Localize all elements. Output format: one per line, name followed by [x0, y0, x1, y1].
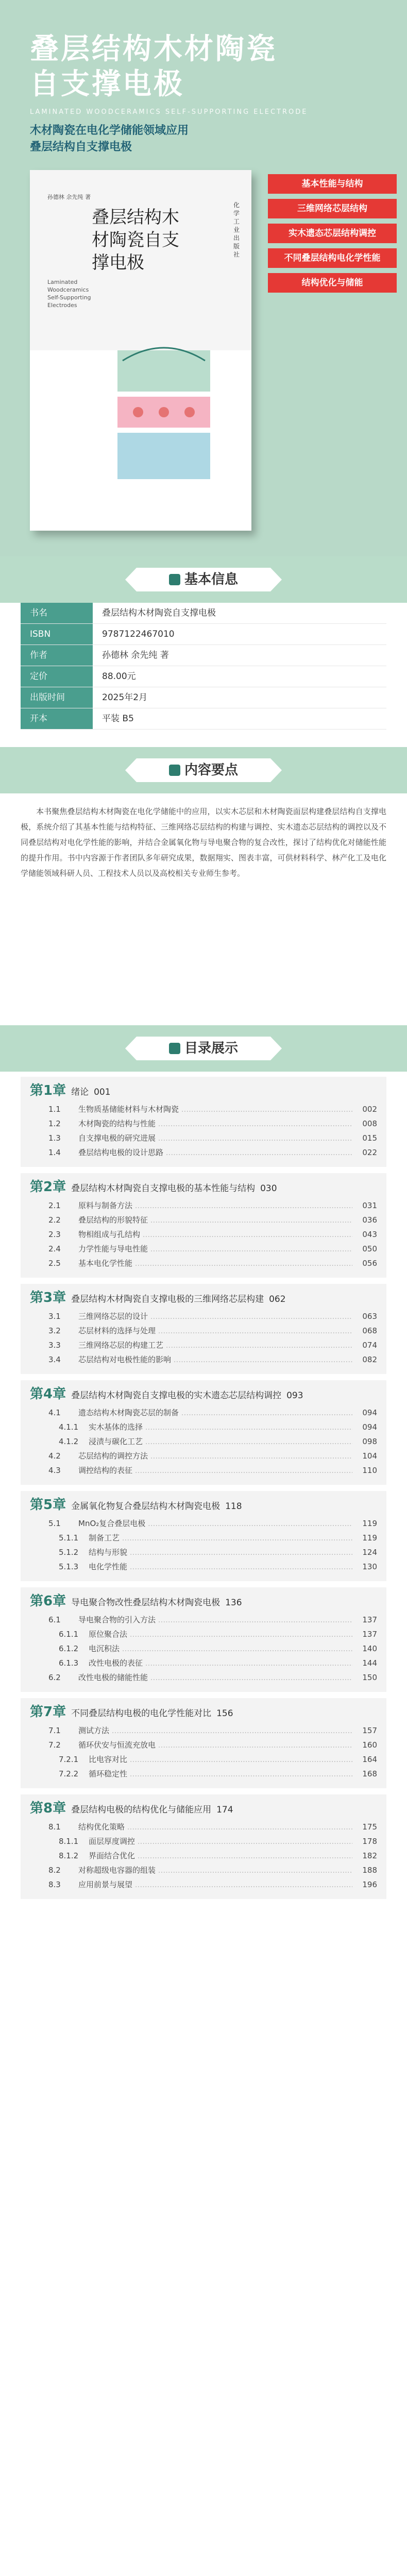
hero-title-line1: 叠层结构木材陶瓷	[30, 32, 277, 66]
toc-entry-title: 结构优化策略 .....	[78, 1820, 352, 1834]
toc-entry-title: 浸渍与碳化工艺 .....	[89, 1434, 352, 1449]
toc-entry-title: 制备工艺 .....	[89, 1531, 352, 1545]
toc-chapter-name: 绪论	[71, 1087, 89, 1097]
toc-entry-title: 循环稳定性 .....	[89, 1767, 352, 1781]
toc-entry	[30, 1656, 377, 1670]
feature-badge: 基本性能与结构	[268, 174, 397, 194]
toc-entry-num: 4.1.2	[59, 1437, 79, 1446]
toc-entry	[30, 1449, 377, 1463]
toc-entry-title: 自支撑电极的研究进展 .....	[78, 1131, 352, 1145]
toc-entry-page: 110	[362, 1466, 377, 1475]
toc-entry-title: MnO₂复合叠层电极 .....	[78, 1516, 352, 1531]
section-title: 基本信息	[184, 572, 238, 587]
toc-entry	[30, 1670, 377, 1685]
toc-chapter-number: 第4章	[30, 1386, 66, 1402]
toc-entry-num: 3.3	[48, 1341, 61, 1350]
toc-entry-page: 124	[362, 1548, 377, 1557]
toc-entry-page: 050	[362, 1244, 377, 1253]
toc-entry	[30, 1309, 377, 1324]
cover-title-line1: 叠层结构木	[92, 207, 179, 228]
toc-entry-title: 调控结构的表征 .....	[78, 1463, 352, 1478]
section-title-wrap	[137, 758, 270, 782]
toc-entry-page: 150	[362, 1673, 377, 1682]
hero-title-line2: 自支撑电极	[30, 67, 184, 101]
hero-subtitle-line2: 叠层结构自支撑电极	[30, 141, 132, 154]
toc-entry-page: 056	[362, 1259, 377, 1268]
toc-entry-page: 068	[362, 1326, 377, 1335]
content-summary: 本书聚焦叠层结构木材陶瓷在电化学储能中的应用，以实木芯层和木材陶瓷面层构建叠层结构自支撑电极，系统介绍了其基本性能与结构特征、三维网络芯层结构的构建与调控、实木遗态芯层结构的调控以及不同叠层结构对电化学性能的影响，并结合金属氧化物与导电聚合物的复合改性，探讨了结构优化对储能性能的提升作用。书中内容源于作者团队多年研究成果，数据翔实、图表丰富，可供材料科学、林产化工及电化学储能领域科研人员、工程技术人员以及高校相关专业师生参考。	[21, 807, 386, 878]
toc-chapter-name: 叠层结构电极的结构优化与储能应用	[71, 1805, 212, 1815]
info-row	[21, 666, 386, 687]
toc-entry-page: 144	[362, 1658, 377, 1668]
info-key: 出版时间	[21, 687, 93, 708]
toc-entry-num: 8.1	[48, 1822, 61, 1832]
cover-illustration	[107, 330, 221, 500]
section-title-wrap	[137, 1037, 270, 1060]
info-value: 9787122467010	[102, 629, 175, 639]
toc-entry	[30, 1641, 377, 1656]
toc-entry-title: 对称超级电容器的组装 .....	[78, 1863, 352, 1877]
toc-entry-num: 8.1.1	[59, 1837, 79, 1846]
toc-chapter-number: 第7章	[30, 1704, 66, 1720]
toc-entry	[30, 1213, 377, 1227]
toc-entry-num: 3.2	[48, 1326, 61, 1335]
document-icon	[169, 765, 180, 776]
toc-entry-title: 力学性能与导电性能 .....	[78, 1242, 352, 1256]
section-header-basic-info	[0, 556, 407, 603]
toc-entry-num: 5.1.1	[59, 1533, 79, 1543]
toc-entry-title: 生物质基储能材料与木材陶瓷 .....	[78, 1102, 352, 1116]
toc-entry-num: 7.2.1	[59, 1755, 79, 1764]
toc-entry-title: 改性电极的表征 .....	[89, 1656, 352, 1670]
toc-entry-num: 4.1	[48, 1408, 61, 1417]
toc-entry-num: 6.2	[48, 1673, 61, 1682]
toc-entry	[30, 1145, 377, 1160]
toc-entry-page: 196	[362, 1880, 377, 1889]
toc-entry-title: 木材陶瓷的结构与性能 .....	[78, 1116, 352, 1131]
toc-chapter-name: 导电聚合物改性叠层结构木材陶瓷电极	[71, 1598, 221, 1608]
toc-chapter-page: 118	[225, 1501, 242, 1512]
list-icon	[169, 1043, 180, 1054]
toc-chapter-title	[30, 1594, 377, 1611]
toc-entry-num: 4.1.1	[59, 1422, 79, 1432]
toc-entry-title: 原位聚合法 .....	[89, 1627, 352, 1641]
feature-badge: 不同叠层结构电化学性能	[268, 248, 397, 268]
toc-entry-page: 104	[362, 1451, 377, 1461]
toc-entry-page: 188	[362, 1866, 377, 1875]
toc-entry-title: 循环伏安与恒流充放电 .....	[78, 1738, 352, 1752]
info-row	[21, 624, 386, 645]
toc-chapter	[21, 1698, 386, 1788]
toc-entry-page: 063	[362, 1312, 377, 1321]
toc-entry-title: 基本电化学性能 .....	[78, 1256, 352, 1270]
section-title-wrap	[137, 568, 270, 591]
toc-entry	[30, 1545, 377, 1560]
toc-entry	[30, 1116, 377, 1131]
toc-chapter-number: 第1章	[30, 1083, 66, 1098]
toc-entry-num: 4.2	[48, 1451, 61, 1461]
toc-entry-num: 7.2.2	[59, 1769, 79, 1778]
toc-entry-page: 157	[362, 1726, 377, 1735]
toc-entry-num: 8.1.2	[59, 1851, 79, 1860]
toc-entry-page: 119	[362, 1533, 377, 1543]
toc-chapter-page: 174	[216, 1805, 233, 1815]
toc-entry	[30, 1627, 377, 1641]
toc-entry	[30, 1516, 377, 1531]
cover-title-line3: 撑电极	[92, 252, 144, 273]
toc-chapter-page: 001	[94, 1087, 111, 1097]
toc-entry-title: 芯层材料的选择与处理 .....	[78, 1324, 352, 1338]
toc-entry-num: 2.4	[48, 1244, 61, 1253]
toc-entry-title: 三维网络芯层的设计 .....	[78, 1309, 352, 1324]
info-key: 作者	[21, 645, 93, 666]
toc-entry-page: 082	[362, 1355, 377, 1364]
toc-entry-num: 5.1	[48, 1519, 61, 1528]
toc-entry-page: 074	[362, 1341, 377, 1350]
toc-entry	[30, 1338, 377, 1352]
toc-entry-num: 2.5	[48, 1259, 61, 1268]
toc-chapter-number: 第3章	[30, 1290, 66, 1306]
toc-chapter-name: 金属氧化物复合叠层结构木材陶瓷电极	[71, 1501, 221, 1512]
toc-entry	[30, 1405, 377, 1420]
toc-chapter-number: 第8章	[30, 1801, 66, 1816]
toc-entry-title: 遗态结构木材陶瓷芯层的制备 .....	[78, 1405, 352, 1420]
hero-subtitle-line1: 木材陶瓷在电化学储能领域应用	[30, 124, 189, 137]
toc-entry-num: 7.1	[48, 1726, 61, 1735]
toc-entry	[30, 1863, 377, 1877]
toc-entry-title: 面层厚度调控 .....	[89, 1834, 352, 1849]
section-ribbon	[137, 568, 270, 591]
toc-entry-num: 1.2	[48, 1119, 61, 1128]
toc-entry-num: 2.3	[48, 1230, 61, 1239]
toc-entry-page: 137	[362, 1615, 377, 1624]
cover-title-line2: 材陶瓷自支	[92, 230, 179, 250]
toc-entry	[30, 1738, 377, 1752]
hero-subtitle	[30, 123, 189, 156]
toc-entry-page: 008	[362, 1119, 377, 1128]
toc-chapter-number: 第5章	[30, 1497, 66, 1513]
toc-chapter	[21, 1284, 386, 1374]
toc-entry	[30, 1352, 377, 1367]
toc-entry	[30, 1820, 377, 1834]
info-row	[21, 645, 386, 666]
toc-entry-page: 094	[362, 1408, 377, 1417]
toc-entry-num: 3.1	[48, 1312, 61, 1321]
toc-entry	[30, 1256, 377, 1270]
toc-entry	[30, 1877, 377, 1892]
toc-entry-num: 7.2	[48, 1740, 61, 1750]
toc-chapter-name: 叠层结构木材陶瓷自支撑电极的三维网络芯层构建	[71, 1294, 264, 1304]
toc-entry-page: 098	[362, 1437, 377, 1446]
toc-entry-title: 测试方法 .....	[78, 1723, 352, 1738]
toc-entry	[30, 1463, 377, 1478]
toc-entry	[30, 1434, 377, 1449]
section-header-toc	[0, 1025, 407, 1072]
toc-entry-num: 6.1.2	[59, 1644, 79, 1653]
toc-entry-num: 1.1	[48, 1105, 61, 1114]
toc-entry	[30, 1767, 377, 1781]
info-value: 平装 B5	[102, 714, 134, 724]
toc-entry-title: 结构与形貌 .....	[89, 1545, 352, 1560]
toc-chapter-title	[30, 1179, 377, 1196]
feature-badge: 实木遗态芯层结构调控	[268, 224, 397, 243]
toc-entry	[30, 1849, 377, 1863]
toc-entry-page: 164	[362, 1755, 377, 1764]
toc-entry-title: 电沉积法 .....	[89, 1641, 352, 1656]
cover-art-dot	[133, 407, 143, 417]
toc-entry-page: 130	[362, 1562, 377, 1571]
info-key: 定价	[21, 666, 93, 687]
toc-entry	[30, 1531, 377, 1545]
toc-chapter-name: 不同叠层结构电极的电化学性能对比	[71, 1708, 212, 1719]
toc-entry-num: 2.1	[48, 1201, 61, 1210]
toc-entry-title: 原料与制备方法 .....	[78, 1198, 352, 1213]
toc-entry-title: 叠层结构电极的设计思路 .....	[78, 1145, 352, 1160]
toc-entry	[30, 1420, 377, 1434]
book-cover	[30, 170, 251, 531]
info-key: 书名	[21, 603, 93, 623]
toc-entry-page: 031	[362, 1201, 377, 1210]
cover-publisher: 化学工业出版社	[233, 201, 240, 258]
basic-info-table	[21, 603, 386, 730]
toc-entry	[30, 1560, 377, 1574]
toc-entry-page: 137	[362, 1630, 377, 1639]
toc-entry-num: 1.4	[48, 1148, 61, 1157]
toc-entry	[30, 1834, 377, 1849]
section-title: 目录展示	[184, 1041, 238, 1056]
toc-entry	[30, 1227, 377, 1242]
cover-art-dot	[159, 407, 169, 417]
toc-entry	[30, 1131, 377, 1145]
toc-entry-title: 导电聚合物的引入方法 .....	[78, 1613, 352, 1627]
toc-entry-num: 6.1.1	[59, 1630, 79, 1639]
info-row	[21, 708, 386, 730]
cover-en-line1: Laminated	[47, 279, 78, 285]
toc-entry-num: 1.3	[48, 1133, 61, 1143]
toc-entry-page: 119	[362, 1519, 377, 1528]
toc-chapter-page: 136	[225, 1598, 242, 1608]
toc-entry	[30, 1723, 377, 1738]
feature-badge: 结构优化与储能	[268, 273, 397, 293]
toc-entry-title: 物相组成与孔结构 .....	[78, 1227, 352, 1242]
info-row	[21, 687, 386, 708]
toc-chapter-title	[30, 1704, 377, 1721]
hero-title	[30, 32, 277, 102]
toc-chapter	[21, 1380, 386, 1485]
toc-entry-title: 改性电极的储能性能 .....	[78, 1670, 352, 1685]
cover-en-line3: Self-Supporting	[47, 294, 91, 301]
hero-banner	[0, 0, 407, 556]
cover-english-title	[47, 278, 104, 309]
toc-chapter-title	[30, 1497, 377, 1514]
toc-entry-page: 168	[362, 1769, 377, 1778]
toc-chapter-number: 第2章	[30, 1179, 66, 1195]
toc-chapter	[21, 1077, 386, 1167]
toc-entry-page: 140	[362, 1644, 377, 1653]
info-row	[21, 603, 386, 624]
toc-entry-num: 3.4	[48, 1355, 61, 1364]
cover-en-line2: Woodceramics	[47, 286, 89, 293]
cover-title	[92, 206, 179, 274]
toc-chapter	[21, 1794, 386, 1899]
info-key: 开本	[21, 708, 93, 729]
toc-entry-title: 比电容对比 .....	[89, 1752, 352, 1767]
toc-chapter-page: 030	[260, 1183, 277, 1194]
toc-entry-page: 015	[362, 1133, 377, 1143]
feature-badge: 三维网络芯层结构	[268, 199, 397, 218]
toc-entry-title: 实木基体的选择 .....	[89, 1420, 352, 1434]
toc-chapter-title	[30, 1083, 377, 1100]
toc-entry-num: 8.3	[48, 1880, 61, 1889]
toc-entry-page: 175	[362, 1822, 377, 1832]
toc-entry-num: 6.1.3	[59, 1658, 79, 1668]
toc-entry	[30, 1102, 377, 1116]
toc-entry	[30, 1613, 377, 1627]
info-value: 88.00元	[102, 671, 136, 682]
toc-chapter-name: 叠层结构木材陶瓷自支撑电极的实木遗态芯层结构调控	[71, 1391, 282, 1401]
section-ribbon	[137, 1037, 270, 1060]
toc-chapter	[21, 1587, 386, 1692]
toc-chapter-title	[30, 1290, 377, 1307]
toc-chapter-name: 叠层结构木材陶瓷自支撑电极的基本性能与结构	[71, 1183, 256, 1194]
toc-chapter	[21, 1173, 386, 1278]
toc-entry-page: 036	[362, 1215, 377, 1225]
toc-chapter-title	[30, 1386, 377, 1403]
toc-entry-title: 叠层结构的形貌特征 .....	[78, 1213, 352, 1227]
toc-entry-title: 芯层结构的调控方法 .....	[78, 1449, 352, 1463]
section-header-content	[0, 747, 407, 793]
toc-chapter-page: 062	[269, 1294, 286, 1304]
toc-chapter-page: 156	[216, 1708, 233, 1719]
toc-entry-title: 电化学性能 .....	[89, 1560, 352, 1574]
toc-entry-title: 三维网络芯层的构建工艺 .....	[78, 1338, 352, 1352]
section-ribbon	[137, 758, 270, 782]
toc-entry-title: 应用前景与展望 .....	[78, 1877, 352, 1892]
toc-entry-title: 芯层结构对电极性能的影响 .....	[78, 1352, 352, 1367]
cover-art-layer-bottom	[117, 433, 210, 479]
info-key: ISBN	[21, 624, 93, 645]
hero-english-title: LAMINATED WOODCERAMICS SELF-SUPPORTING ELECTRODE	[30, 108, 308, 116]
toc-entry-num: 8.2	[48, 1866, 61, 1875]
toc-entry-num: 5.1.3	[59, 1562, 79, 1571]
toc-entry-num: 5.1.2	[59, 1548, 79, 1557]
cover-author: 孙德林 余先纯 著	[47, 194, 91, 200]
toc-entry-title: 界面结合优化 .....	[89, 1849, 352, 1863]
toc-entry-page: 002	[362, 1105, 377, 1114]
toc-entry	[30, 1198, 377, 1213]
toc-entry-page: 022	[362, 1148, 377, 1157]
table-of-contents	[21, 1077, 386, 1905]
section-title: 内容要点	[184, 762, 238, 778]
toc-entry	[30, 1324, 377, 1338]
info-value: 孙德林 余先纯 著	[102, 650, 169, 660]
toc-entry-num: 6.1	[48, 1615, 61, 1624]
toc-entry	[30, 1242, 377, 1256]
toc-entry-num: 4.3	[48, 1466, 61, 1475]
info-value: 2025年2月	[102, 692, 148, 703]
cover-art-dot	[184, 407, 195, 417]
feature-badges	[268, 174, 397, 298]
toc-chapter-number: 第6章	[30, 1594, 66, 1609]
toc-entry-page: 160	[362, 1740, 377, 1750]
toc-entry-page: 094	[362, 1422, 377, 1432]
cover-en-line4: Electrodes	[47, 302, 77, 309]
toc-entry-num: 2.2	[48, 1215, 61, 1225]
toc-entry	[30, 1752, 377, 1767]
toc-chapter	[21, 1491, 386, 1581]
info-value: 叠层结构木材陶瓷自支撑电极	[102, 608, 216, 618]
toc-chapter-page: 093	[286, 1391, 303, 1401]
toc-entry-page: 178	[362, 1837, 377, 1846]
toc-entry-page: 043	[362, 1230, 377, 1239]
book-icon	[169, 574, 180, 585]
toc-entry-page: 182	[362, 1851, 377, 1860]
toc-chapter-title	[30, 1801, 377, 1818]
